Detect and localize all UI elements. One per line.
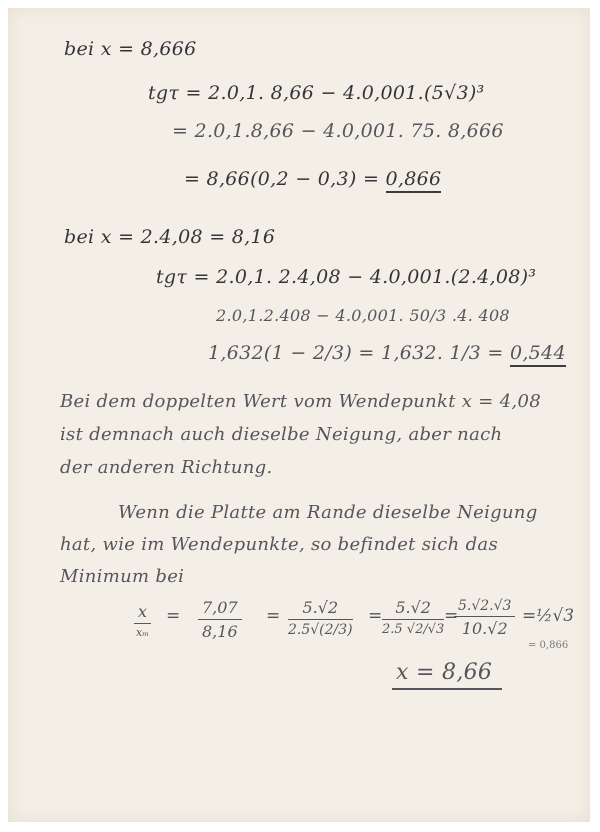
paragraph-1-line-2: ist demnach auch dieselbe Neigung, aber nach: [60, 424, 503, 445]
fraction-5: [454, 598, 515, 638]
fraction-1-denominator: xₘ: [136, 626, 149, 639]
manuscript-page: [8, 8, 590, 822]
fraction-5-numerator: 5.√2.√3: [454, 598, 515, 617]
line-result-2: [208, 342, 566, 364]
paragraph-2-line-3: Minimum bei: [60, 566, 185, 587]
paragraph-2-line-1: Wenn die Platte am Rande dieselbe Neigung: [118, 502, 538, 523]
line-tg-tau-3: tgτ = 2.0,1. 2.4,08 − 4.0,001.(2.4,08)³: [156, 266, 537, 288]
equals-sign-4: =: [444, 606, 459, 626]
fraction-707-over-816: [198, 598, 242, 641]
fraction-4: [382, 598, 444, 637]
line-result-1-text: = 8,66(0,2 − 0,3) =: [184, 168, 380, 190]
line-result-1: [184, 168, 441, 190]
final-underline: [392, 688, 502, 690]
fraction-3: [288, 598, 353, 638]
fraction-2-numerator: 7,07: [198, 598, 242, 620]
fraction-3-numerator: 5.√2: [288, 598, 353, 620]
fraction-4-denominator: 2.5 √2/√3: [382, 622, 445, 637]
line-bei-x-2408: bei x = 2.4,08 = 8,16: [64, 226, 276, 248]
final-result-text: x = 8,66: [396, 660, 493, 685]
equals-sign-2: =: [266, 606, 281, 626]
equals-sign-5: =: [522, 606, 537, 626]
paragraph-1-line-3: der anderen Richtung.: [60, 457, 273, 478]
result-0866: 0,866: [386, 168, 442, 193]
fraction-x-over-xm: [134, 602, 151, 639]
result-half-root-3: ½√3: [536, 606, 575, 626]
line-result-2-text: 1,632(1 − 2/3) = 1,632. 1/3 =: [208, 342, 504, 364]
line-bei-x-8666: bei x = 8,666: [64, 38, 197, 60]
final-result: [396, 660, 492, 685]
equals-sign-3: =: [368, 606, 383, 626]
line-tg-tau-1: tgτ = 2.0,1. 8,66 − 4.0,001.(5√3)³: [148, 82, 485, 104]
fraction-1-numerator: x: [134, 602, 151, 624]
line-tg-tau-2: = 2.0,1.8,66 − 4.0,001. 75. 8,666: [172, 120, 504, 142]
note-0866: = 0,866: [528, 640, 569, 651]
fraction-3-denominator: 2.5√(2/3): [288, 622, 353, 638]
fraction-5-denominator: 10.√2: [461, 619, 508, 638]
paragraph-1-line-1: Bei dem doppelten Wert vom Wendepunkt x = 4,08: [60, 391, 541, 412]
fraction-4-numerator: 5.√2: [382, 598, 444, 620]
equals-sign-1: =: [166, 606, 181, 626]
line-tg-tau-4: 2.0,1.2.408 − 4.0,001. 50/3 .4. 408: [216, 306, 510, 325]
paragraph-2-line-2: hat, wie im Wendepunkte, so befindet sich das: [60, 534, 498, 555]
result-0544: 0,544: [510, 342, 566, 367]
fraction-2-denominator: 8,16: [202, 622, 238, 641]
